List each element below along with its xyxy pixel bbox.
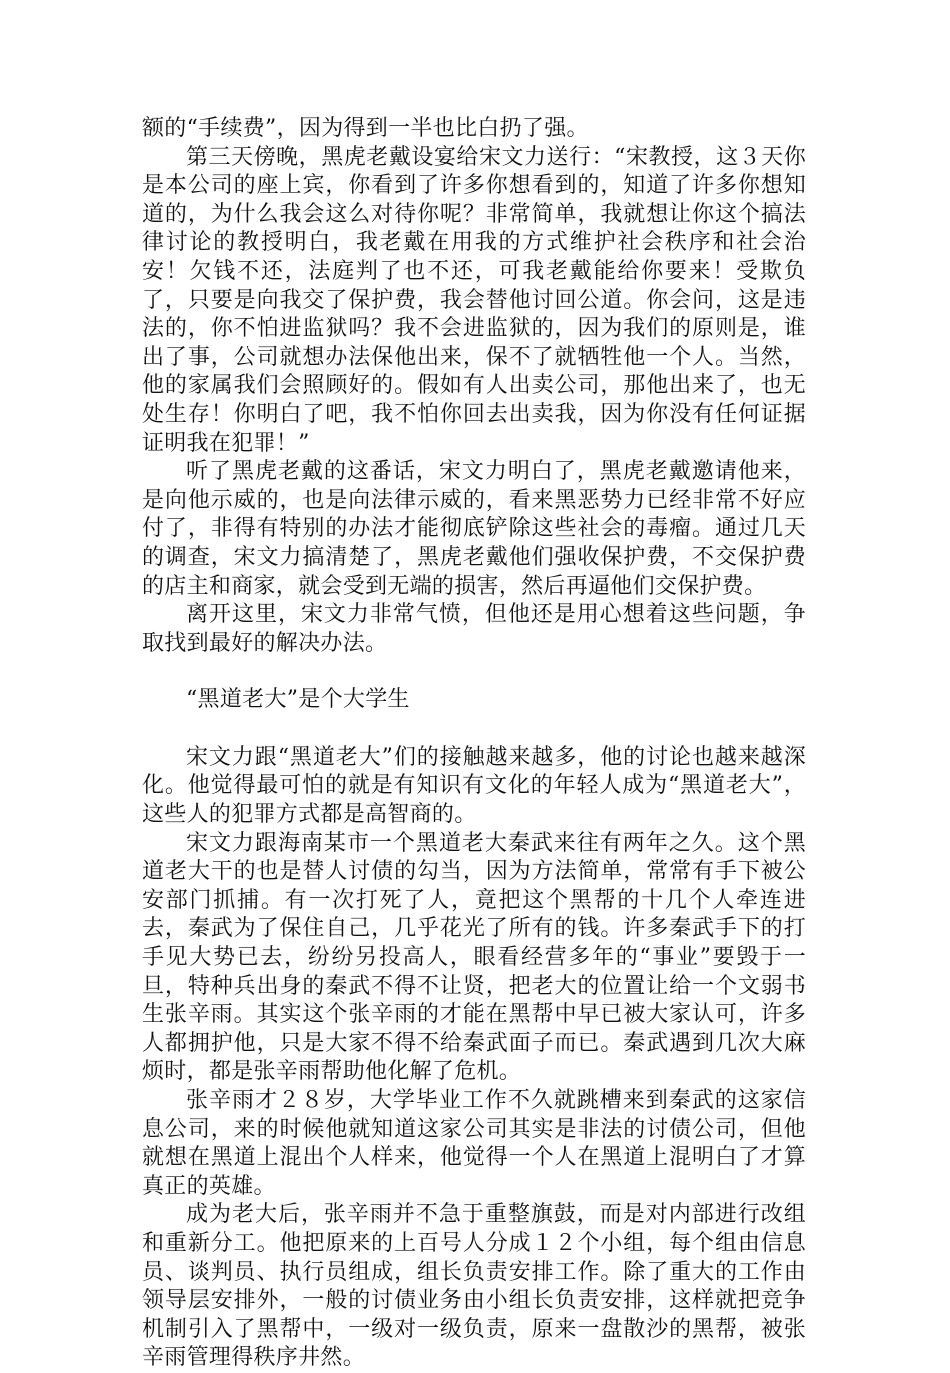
paragraph-understanding: 听了黑虎老戴的这番话，宋文力明白了，黑虎老戴邀请他来，是向他示威的，也是向法律示威的，看来黑恶势力已经非常不好应付了，非得有特别的办法才能彻底铲除这些社会的毒瘤。通过几天的调查，宋文力搞清楚了，黑虎老戴他们强收保护费，不交保护费的店主和商家，就会受到无端的损害，然后再逼他们交保护费。 — [142, 459, 806, 599]
paragraph-qin-wu: 宋文力跟海南某市一个黑道老大秦武来往有两年之久。这个黑道老大干的也是替人讨债的勾当，因为方法简单，常常有手下被公安部门抓捕。有一次打死了人，竟把这个黑帮的十几个人牵连进去，秦武为了保住自己，几乎花光了所有的钱。许多秦武手下的打手见大势已去，纷纷另投高人，眼看经营多年的“事业”要毁于一旦，特种兵出身的秦武不得不让贤，把老大的位置让给一个文弱书生张辛雨。其实这个张辛雨的才能在黑帮中早已被大家认可，许多人都拥护他，只是大家不得不给秦武面子而已。秦武遇到几次大麻烦时，都是张辛雨帮助他化解了危机。 — [142, 830, 806, 1085]
paragraph-farewell-dinner: 第三天傍晚，黑虎老戴设宴给宋文力送行：“宋教授，这３天你是本公司的座上宾，你看到了许多你想看到的，知道了许多你想知道的，为什么我会这么对待你呢？非常简单，我就想让你这个搞法律讨论的教授明白，我老戴在用我的方式维护社会秩序和社会治安！欠钱不还，法庭判了也不还，可我老戴能给你要来！受欺负了，只要是向我交了保护费，我会替他讨回公道。你会问，这是违法的，你不怕进监狱吗？我不会进监狱的，因为我们的原则是，谁出了事，公司就想办法保他出来，保不了就牺牲他一个人。当然，他的家属我们会照顾好的。假如有人出卖公司，那他出来了，也无处生存！你明白了吧，我不怕你回去出卖我，因为你没有任何证据证明我在犯罪！” — [142, 144, 806, 456]
paragraph-leaving: 离开这里，宋文力非常气愤，但他还是用心想着这些问题，争取找到最好的解决办法。 — [142, 602, 806, 656]
section-heading: “黑道老大”是个大学生 — [186, 687, 410, 713]
paragraph-reorganization: 成为老大后，张辛雨并不急于重整旗鼓，而是对内部进行改组和重新分工。他把原来的上百号人分成１２个小组，每个组由信息员、谈判员、执行员组成，组长负责安排工作。除了重大的工作由领导层安排外，一般的讨债业务由小组长负责安排，这样就把竞争机制引入了黑帮中，一级对一级负责，原来一盘散沙的黑帮，被张辛雨管理得秩序井然。 — [142, 1202, 806, 1371]
paragraph-continuation: 额的“手续费”，因为得到一半也比白扔了强。 — [142, 116, 589, 141]
document-page — [142, 115, 806, 1373]
paragraph-zhang-xinyu: 张辛雨才２８岁，大学毕业工作不久就跳槽来到秦武的这家信息公司，来的时候他就知道这家公司其实是非法的讨债公司，但他就想在黑道上混出个人样来，他觉得一个人在黑道上混明白了才算真正的英雄。 — [142, 1088, 806, 1199]
paragraph-contact: 宋文力跟“黑道老大”们的接触越来越多，他的讨论也越来越深化。他觉得最可怕的就是有知识有文化的年轻人成为“黑道老大”，这些人的犯罪方式都是高智商的。 — [142, 744, 806, 828]
